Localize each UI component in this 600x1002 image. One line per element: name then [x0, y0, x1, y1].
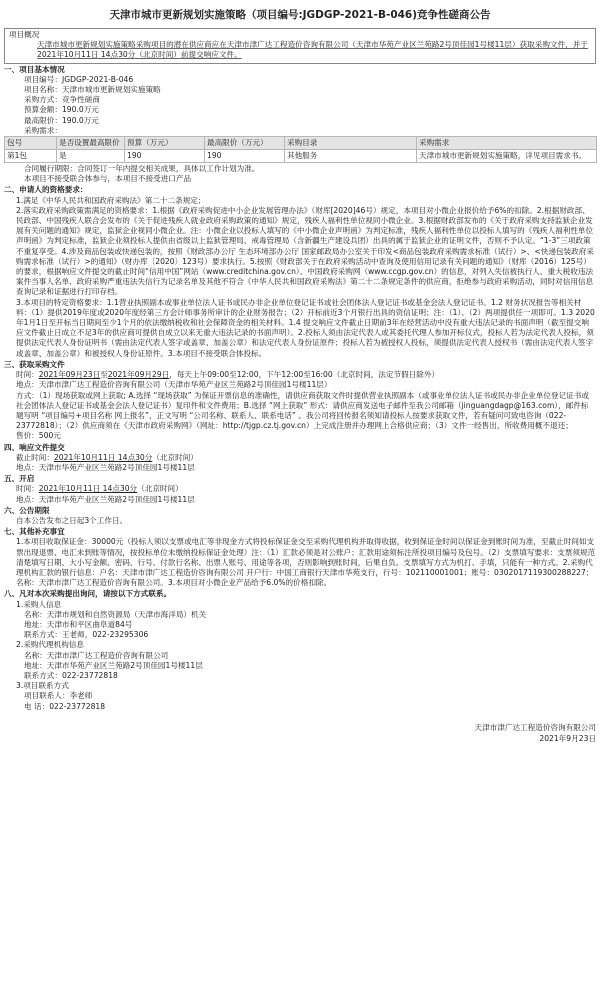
project-number: 项目编号：JGDGP-2021-B-046 [24, 74, 134, 84]
budget-amount: 预算金额：190.0万元 [24, 105, 99, 115]
section-3-heading: 三、获取采购文件 [4, 359, 65, 369]
acquire-time [4, 370, 596, 380]
page-title: 天津市城市更新规划实施策略（项目编号:JGDGP-2021-B-046)竞争性磋商公告 [109, 9, 491, 21]
section-8-heading: 八、凡对本次采购提出询问，请按以下方式联系。 [4, 589, 172, 599]
cell-needs: 天津市城市更新规划实施策略，详见项目需求书。 [417, 150, 597, 163]
submit-deadline-tz: （北京时间） [152, 452, 198, 462]
section-2-heading: 二、申请人的资格要求： [4, 185, 88, 195]
project-name: 项目名称：天津市城市更新规划实施策略 [24, 85, 161, 95]
table-header-row [5, 137, 597, 150]
overview-box [4, 28, 596, 64]
agency-name: 名称：天津市津广达工程造价咨询有限公司 [24, 650, 169, 660]
section-5-heading: 五、开启 [4, 474, 35, 484]
qualification-3: 3.本项目的特定资格要求：1.1营业执照副本或事业单位法人证书或民办非企业单位登记证书或社会团体法人登记证书或基金会法人登记证书。1.2 财务状况报告等相关材料：（1）提供2019年度或2020年度经第三方会计师事务所审计的企业财务报告；（2）开标前近3个月银行出具的资信证明；注：（1）、（2）两项提供任一项即可。1.3 2020年1月1日至开标当日期间至少1个月的依法缴纳税收和社会保障资金的相关材料。1.4 提交响应文件截止日期前3年在经营活动中没有重大违法记录的书面声明（截至提交响应文件截止日成立不足3年的供应商可提供自成立以来无重大违法记录的书面声明）。2.投标人须由法定代表人或其委托代理人参加开标仪式，投标人若为法定代表人投标，须提供法定代表人身份证明书（需由法定代表人签字或盖章、加盖公章）和法定代表人身份证原件；投标人若为被授权人投标，须提供法定代表人授权书（需由法定代表人签字或盖章、加盖公章）和被授权人身份证原件。3.本项目不接受联合体投标。 [16, 297, 595, 358]
procurement-needs-label: 采购需求： [24, 125, 62, 135]
joint-venture-note: 本项目不接受联合体参与，本项目不接受进口产品 [24, 174, 192, 184]
cell-budget: 190 [125, 150, 205, 163]
purchaser-address: 地址：天津市和平区曲阜道84号 [24, 619, 133, 629]
col-header-has-limit: 是否设置最高限价 [57, 137, 125, 150]
opening-time-tz: （北京时间） [137, 484, 183, 494]
acquire-place: 地点：天津市津广达工程造价咨询有限公司（天津市华苑产业区兰苑路2号顶佳园1号楼11层） [16, 380, 332, 390]
overview-heading: 项目概况 [9, 30, 40, 39]
cell-package: 第1包 [5, 150, 57, 163]
opening-time-value: 2021年10月11日 14点30分 [38, 484, 138, 494]
purchaser-name: 名称：天津市规划和自然资源局（天津市海洋局）机关 [24, 609, 207, 619]
procurement-method: 采购方式：竞争性磋商 [24, 95, 100, 105]
project-contact-person: 项目联系人：李老师 [24, 691, 93, 701]
acquire-method: 方式：（1）现场获取或网上获取; A.选择 “现场获取” 为保证开票信息的准确性，请供应商获取文件时提供营业执照副本（或事业单位法人证书或民办非企业单位登记证书或社会团体法人登记证书或基金会法人登记证书）复印件和文件费用；B.选择 “网上获取” 形式：请供应商发送电子邮件至我公司邮箱（jinguangdagp@163.com），邮件标题写明 “项目编号+项目名称 网上报名”，正文写明 “公司名称、联系人、联系电话” 。我公司将回传报名须知请投标人按要求获取文件，若有疑问可致电咨询（022-23772818）；（2）供应商须在《天津市政府采购网》（网址：http://tjgp.cz.tj.gov.cn）上完成注册并办理网上合格供应商；（3）文件一经售出，所收费用概不退还； [16, 390, 589, 431]
purchaser-contact: 联系方式：王老师，022-23295306 [24, 630, 149, 640]
submit-deadline [4, 453, 596, 463]
table-row [5, 150, 597, 163]
cell-catalog: 其他服务 [285, 150, 417, 163]
agency-title: 2.采购代理机构信息 [16, 640, 84, 650]
acquire-start-date: 2021年09月23日 [38, 370, 101, 380]
section-1-body [4, 75, 596, 136]
agency-address: 地址：天津市华苑产业区兰苑路2号顶佳园1号楼11层 [24, 660, 203, 670]
col-header-budget: 预算（万元） [125, 137, 205, 150]
cell-max-price: 190 [205, 150, 285, 163]
col-header-package: 包号 [5, 137, 57, 150]
acquire-price: 售价：500元 [16, 431, 61, 441]
section-1-heading: 一、项目基本情况 [4, 64, 65, 74]
agency-contact: 联系方式：022-23772818 [24, 670, 118, 680]
section-4-heading: 四、响应文件提交 [4, 442, 65, 452]
max-price: 最高限价：190.0万元 [24, 115, 99, 125]
announcement-page [4, 8, 596, 744]
project-contact-title: 3.项目联系方式 [16, 681, 69, 691]
project-contact-phone: 电 话：022-23772818 [24, 701, 106, 711]
signature-org: 天津市津广达工程造价咨询有限公司 [474, 722, 596, 732]
col-header-catalog: 采购目录 [285, 137, 417, 150]
section-7-heading: 七、其他补充事宜 [4, 527, 65, 537]
acquire-time-label: 时间： [16, 370, 39, 380]
qualification-2: 2.落实政府采购政策需满足的资格要求：1.根据《政府采购促进中小企业发展管理办法》（财库[2020]46号）规定，本项目对小微企业报价给予6%的扣除。2.根据财政部、民政部、中国残疾人联合会发布的《关于促进残疾人就业政府采购政策的通知》规定，残疾人福利性单位视同小微企业。3.根据财政部发布的《关于政府采购支持监狱企业发展有关问题的通知》规定，监狱企业视同小微企业。注：小微企业以投标人填写的《中小微企业声明函》为判定标准，残疾人福利性单位以投标人填写的《残疾人福利性单位声明函》为判定标准，监狱企业须投标人提供由省级以上监狱管理局、戒毒管理局（含新疆生产建设兵团）出具的属于监狱企业的证明文件，否则不予认定。“1-3”三项政策不重复享受。4.涉及商品包装或快递包装的，按照《财政部办公厅 生态环境部办公厅 国家邮政局办公室关于印发<商品包装政府采购需求标准（试行）>、<快递包装政府采购需求标准（试行）>的通知》（财办库〔2020〕123号）要求执行。5.按照《财政部关于在政府采购活动中查询及使用信用记录有关问题的通知》（财库（2016）125号）的要求，根据响应文件提交的截止时间“信用中国”网站（www.creditchina.gov.cn）、中国政府采购网（www.ccgp.gov.cn）的信息，对列入失信被执行人、重大税收违法案件当事人名单、政府采购严重违法失信行为记录名单及其他不符合《中华人民共和国政府采购法》第二十二条规定条件的供应商，拒绝参与政府采购活动，同时对信用信息查询记录和证据进行打印存档。 [16, 205, 594, 297]
submit-place: 地点：天津市华苑产业区兰苑路2号顶佳园1号楼11层 [16, 462, 195, 472]
opening-place: 地点：天津市华苑产业区兰苑路2号顶佳园1号楼11层 [16, 494, 195, 504]
purchaser-title: 1.采购人信息 [16, 599, 62, 609]
opening-time [4, 484, 596, 494]
supplementary-text: 1.本项目收取保证金：30000元（投标人须以支票或电汇等非现金方式将投标保证金交至采购代理机构并取得收据，收到保证金时间以保证金到账时间为准，至截止时间如支票出现退票、电汇未到账等情况，按投标单位未缴纳投标保证金处理）注：（1）汇款必须是对公账户；汇款用途须标注所投项目编号及包号。（2）支票填写要求：支票须规范清楚填写日期、大小写金额、密码、行号、付款行名称、出票人账号、用途等各项，否则影响到账时间，后果自负。支票填写方式为机打、手填，只能有一种方式。2.采购代理机构汇款的银行信息：户名：天津市津广达工程造价咨询有限公司 开户行：中国工商银行天津市华苑支行，行号：102110001001；账号：0302017119300288227；名称：天津市津广达工程造价咨询有限公司。3.本项目对小微企业产品给予6.0%的价格扣除。 [16, 537, 596, 588]
col-header-max-price: 最高限价（万元） [205, 137, 285, 150]
acquire-hours: ，每天上午09:00至12:00，下午12:00至16:00（北京时间，法定节假日除外） [169, 370, 440, 380]
opening-time-label: 时间： [16, 484, 39, 494]
col-header-needs: 采购需求 [417, 137, 597, 150]
signature-block [4, 722, 596, 744]
cell-has-limit: 是 [57, 150, 125, 163]
acquire-end-date: 2021年09月29日 [107, 370, 170, 380]
submit-deadline-value: 2021年10月11日 14点30分 [53, 452, 153, 462]
signature-date: 2021年9月23日 [539, 733, 596, 743]
qualification-1: 1.满足《中华人民共和国政府采购法》第二十二条规定； [16, 195, 206, 205]
notice-period: 自本公告发布之日起3个工作日。 [16, 515, 128, 525]
overview-text: 天津市城市更新规划实施策略采购项目的潜在供应商应在天津市津广达工程造价咨询有限公司（天津市华苑产业区兰苑路2号顶佳园1号楼11层）获取采购文件，并于2021年10月11日 14点30分（北京时间）前提交响应文件。 [37, 40, 588, 60]
acquire-to: 至 [100, 370, 108, 380]
contract-period: 合同履行期限：合同签订一年内提交相关成果，具体以工作计划为准。 [24, 164, 260, 174]
package-table [4, 136, 597, 163]
submit-deadline-label: 截止时间： [16, 452, 54, 462]
section-6-heading: 六、公告期限 [4, 505, 50, 515]
